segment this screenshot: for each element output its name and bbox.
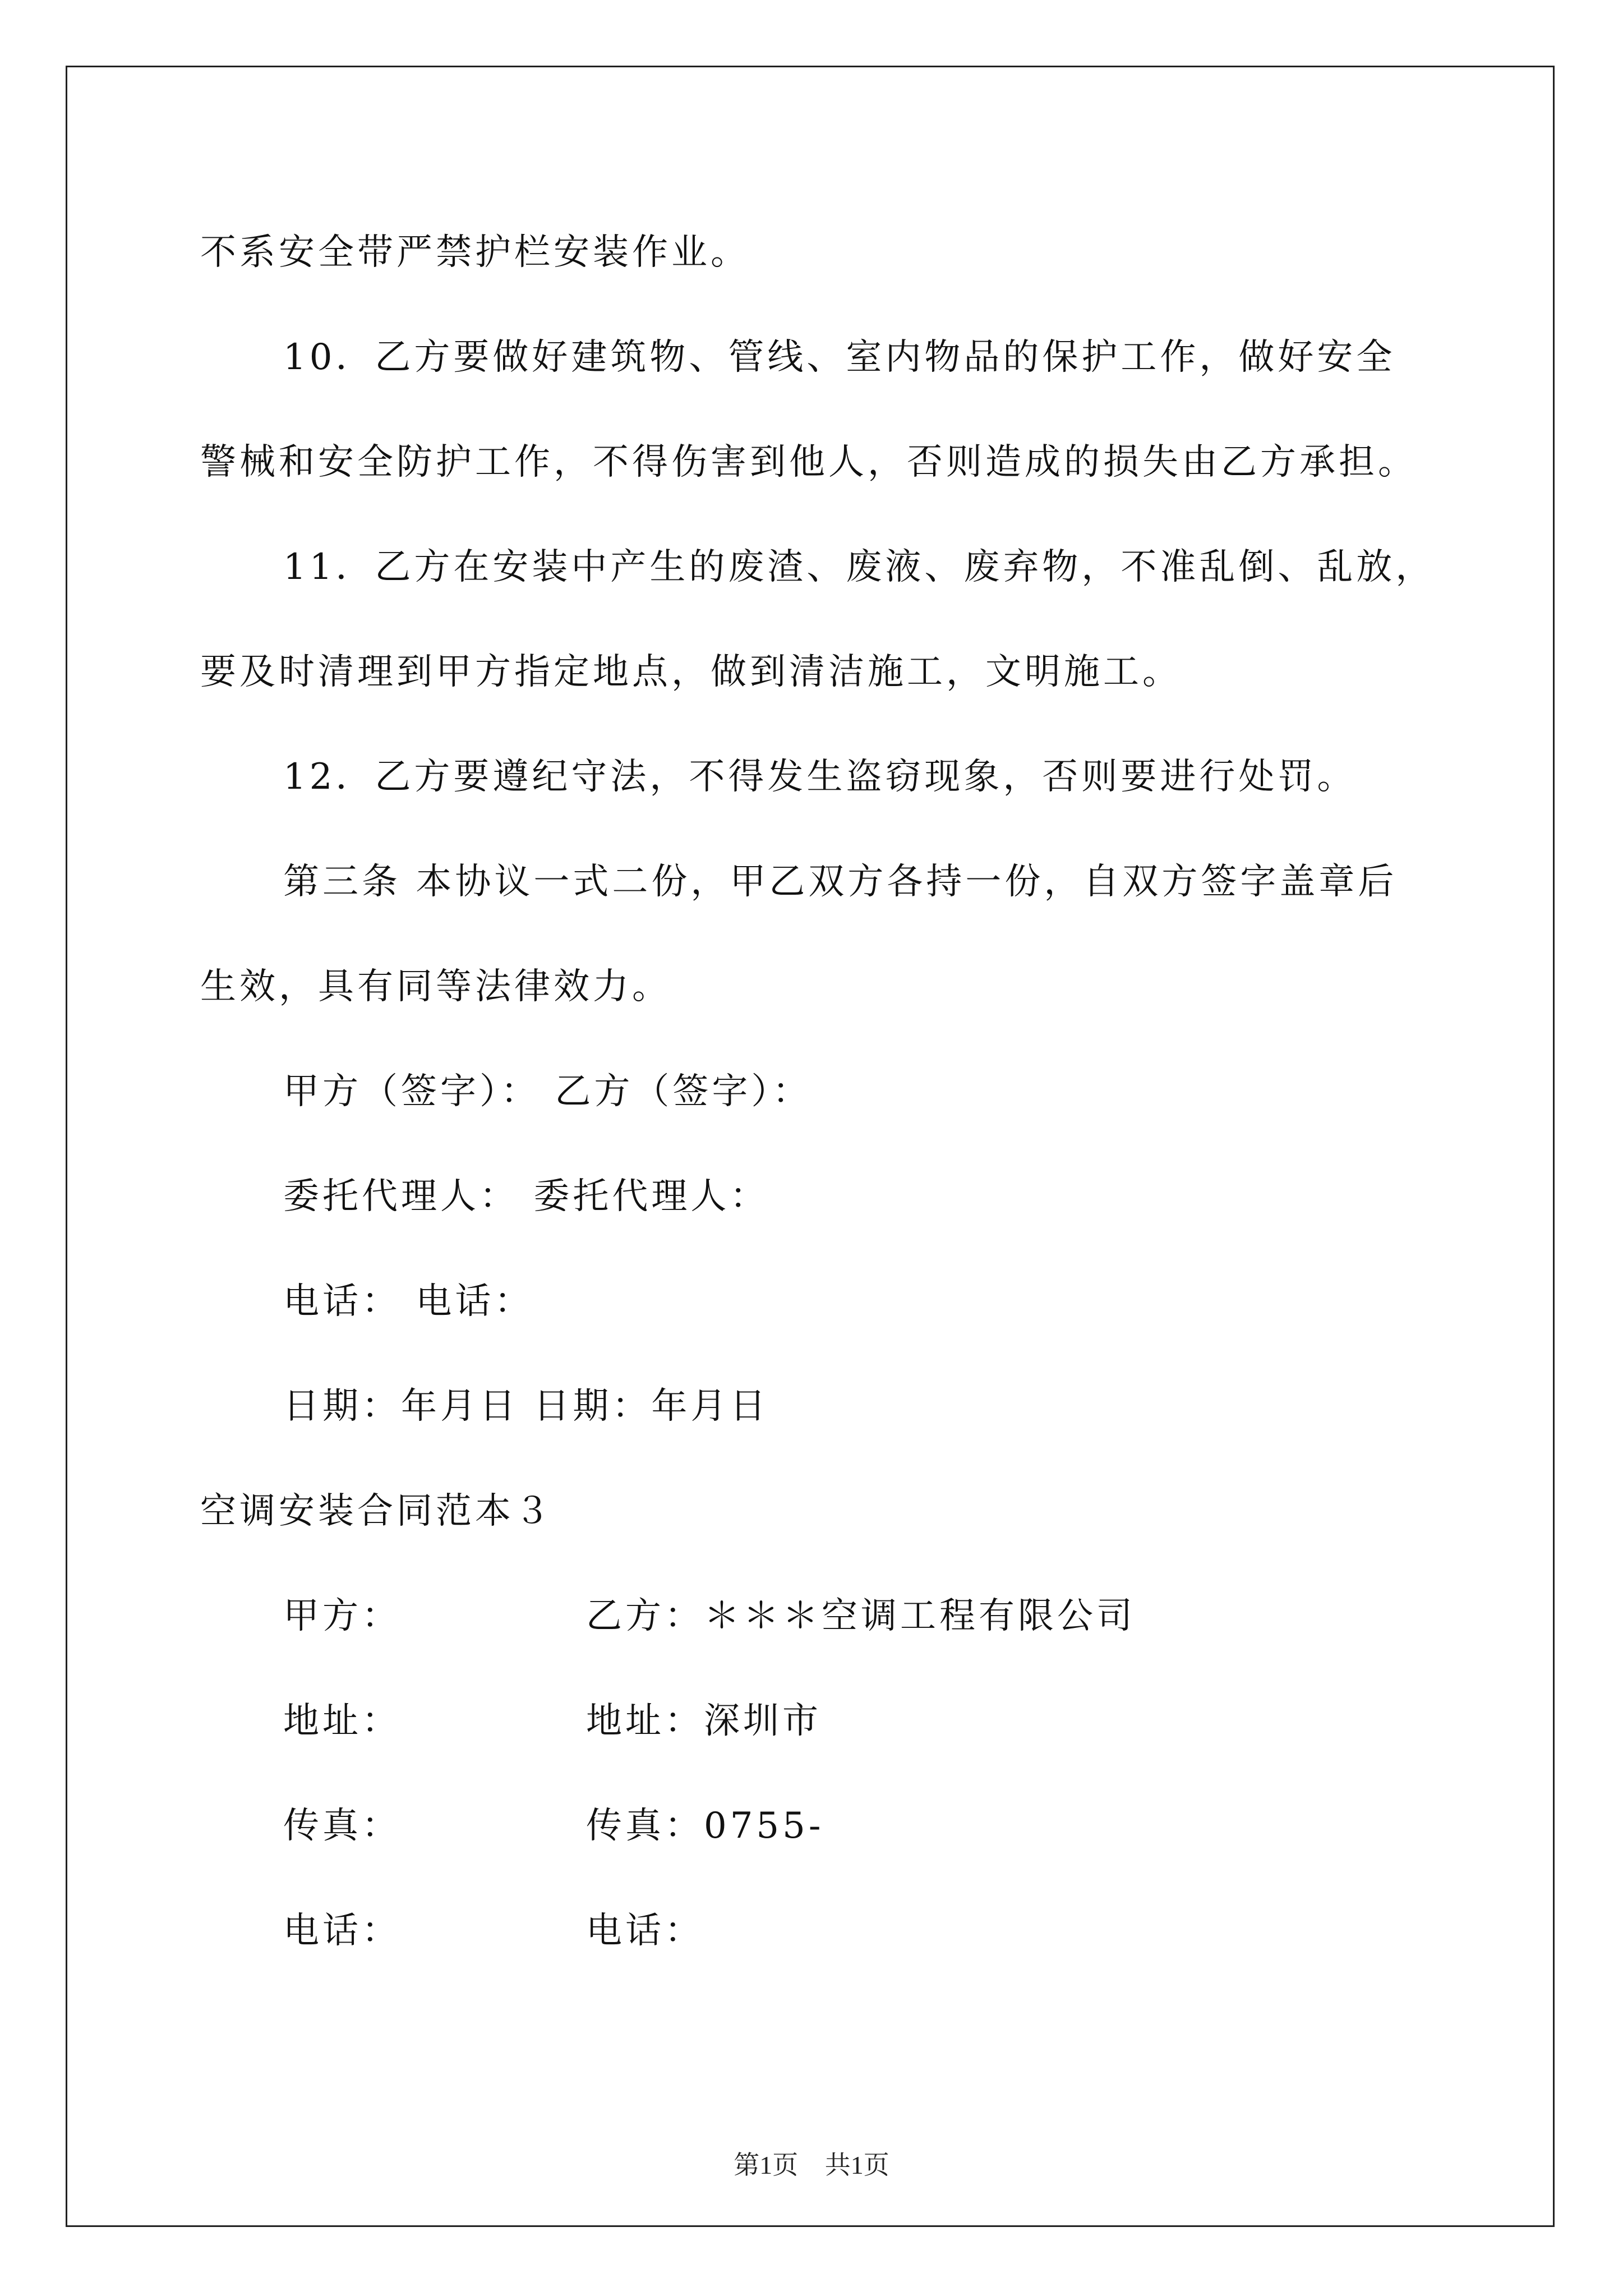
- address-b-label: 地址：深圳市: [586, 1700, 822, 1742]
- signature-line: 甲方（签字）： 乙方（签字）：: [283, 1071, 812, 1112]
- fax-a-label: 传真：: [283, 1805, 401, 1847]
- phone-b-label: 电话：: [586, 1910, 704, 1952]
- section-title: 空调安装合同范本３: [200, 1490, 554, 1532]
- text-line: 不系安全带严禁护栏安装作业。: [200, 232, 750, 273]
- page-number: 第1页: [734, 2151, 799, 2179]
- page-border: [66, 66, 1555, 2227]
- page-total: 共1页: [824, 2151, 889, 2179]
- date-line: 日期：年月日 日期：年月日: [283, 1386, 769, 1427]
- page-footer: [0, 2148, 1623, 2182]
- party-a-label: 甲方：: [283, 1595, 401, 1637]
- fax-b-label: 传真：0755-: [586, 1805, 824, 1847]
- phone-line: 电话： 电话：: [283, 1281, 534, 1322]
- clause-10-line2: 警械和安全防护工作，不得伤害到他人，否则造成的损失由乙方承担。: [200, 441, 1417, 483]
- agent-line: 委托代理人： 委托代理人：: [283, 1176, 769, 1217]
- article-3-line1: 第三条 本协议一式二份，甲乙双方各持一份，自双方签字盖章后: [283, 861, 1398, 903]
- party-b-label: 乙方：＊＊＊空调工程有限公司: [586, 1595, 1136, 1637]
- phone-a-label: 电话：: [283, 1910, 401, 1952]
- article-3-line2: 生效，具有同等法律效力。: [200, 966, 671, 1007]
- clause-11-line2: 要及时清理到甲方指定地点，做到清洁施工，文明施工。: [200, 651, 1182, 693]
- address-a-label: 地址：: [283, 1700, 401, 1742]
- clause-12: 12．乙方要遵纪守法，不得发生盗窃现象，否则要进行处罚。: [283, 756, 1357, 798]
- clause-10-line1: 10．乙方要做好建筑物、管线、室内物品的保护工作，做好安全: [283, 337, 1396, 378]
- clause-11-line1: 11．乙方在安装中产生的废渣、废液、废弃物，不准乱倒、乱放，: [283, 546, 1435, 588]
